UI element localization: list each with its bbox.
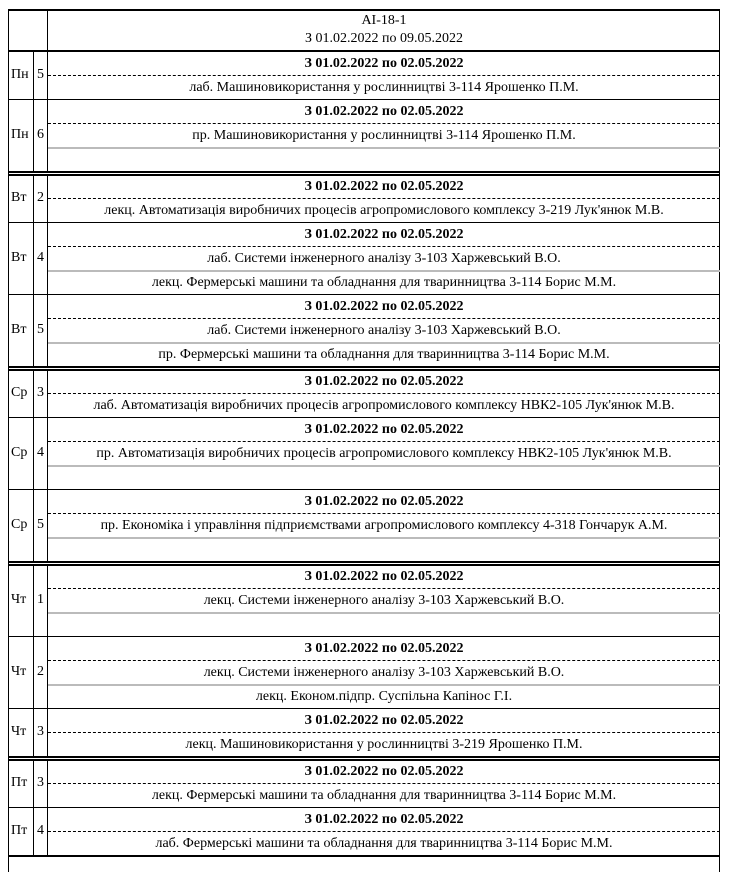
column-divider — [33, 708, 34, 756]
day-label: Чт — [11, 724, 27, 739]
date-range: З 01.02.2022 по 02.05.2022 — [304, 227, 464, 242]
day-label: Пн — [11, 67, 29, 82]
lesson-entry: пр. Автоматизація виробничих процесів агропромислового комплексу НВК2-105 Лук'янюк М.В. — [96, 446, 672, 461]
lesson-number: 4 — [37, 823, 44, 838]
day-label: Вт — [11, 250, 27, 265]
day-label: Чт — [11, 664, 27, 679]
lesson-number: 4 — [37, 445, 44, 460]
date-range: З 01.02.2022 по 02.05.2022 — [304, 569, 464, 584]
column-divider — [33, 489, 34, 561]
lesson-number: 6 — [37, 127, 44, 142]
lesson-number: 3 — [37, 775, 44, 790]
column-divider — [47, 417, 48, 489]
entry-divider — [48, 441, 720, 442]
entry-divider — [48, 831, 720, 832]
column-divider — [47, 489, 48, 561]
lesson-separator — [8, 99, 720, 100]
lesson-number: 5 — [37, 322, 44, 337]
entry-divider — [48, 75, 720, 76]
day-label: Вт — [11, 322, 27, 337]
day-label: Ср — [11, 517, 28, 532]
entry-divider — [48, 198, 720, 199]
date-range: З 01.02.2022 по 02.05.2022 — [304, 641, 464, 656]
lesson-entry: пр. Машиновикористання у рослинництві 3-114 Ярошенко П.М. — [192, 128, 576, 143]
entry-divider — [48, 660, 720, 661]
day-label: Пн — [11, 127, 29, 142]
entry-divider — [48, 513, 720, 514]
column-divider — [33, 99, 34, 171]
entry-divider — [48, 684, 720, 686]
lesson-entry: лаб. Автоматизація виробничих процесів агропромислового комплексу НВК2-105 Лук'янюк М.В. — [93, 398, 675, 413]
lesson-separator — [8, 636, 720, 637]
lesson-number: 2 — [37, 190, 44, 205]
column-divider — [33, 807, 34, 855]
lesson-entry: лаб. Системи інженерного аналізу 3-103 Харжевський В.О. — [207, 251, 561, 266]
day-label: Вт — [11, 190, 27, 205]
day-separator — [8, 759, 720, 761]
date-range: З 01.02.2022 по 02.05.2022 — [304, 494, 464, 509]
date-range: З 01.02.2022 по 02.05.2022 — [304, 764, 464, 779]
lesson-separator — [8, 294, 720, 295]
column-divider — [33, 369, 34, 417]
day-separator — [8, 171, 720, 173]
group-title: АІ-18-1 — [361, 13, 407, 28]
entry-divider — [48, 612, 720, 614]
date-range: З 01.02.2022 по 02.05.2022 — [304, 104, 464, 119]
entry-divider — [48, 342, 720, 344]
column-divider — [47, 294, 48, 366]
entry-divider — [48, 318, 720, 319]
date-range: З 01.02.2022 по 02.05.2022 — [304, 422, 464, 437]
entry-divider — [48, 123, 720, 124]
lesson-number: 5 — [37, 517, 44, 532]
column-divider — [33, 294, 34, 366]
lesson-entry: лекц. Машиновикористання у рослинництві 3-219 Ярошенко П.М. — [185, 737, 583, 752]
entry-divider — [48, 465, 720, 467]
column-divider — [47, 564, 48, 636]
entry-divider — [48, 246, 720, 247]
day-separator — [8, 174, 720, 176]
day-label: Пт — [11, 823, 28, 838]
column-divider — [33, 564, 34, 636]
column-divider — [47, 636, 48, 708]
lesson-separator — [8, 807, 720, 808]
lesson-number: 5 — [37, 67, 44, 82]
date-range: З 01.02.2022 по 02.05.2022 — [304, 713, 464, 728]
column-divider — [47, 99, 48, 171]
day-separator — [8, 756, 720, 758]
date-range: З 01.02.2022 по 02.05.2022 — [304, 299, 464, 314]
table-left-border — [8, 9, 9, 872]
day-label: Чт — [11, 592, 27, 607]
lesson-entry: лекц. Системи інженерного аналізу 3-103 Харжевський В.О. — [203, 593, 565, 608]
lesson-entry: пр. Фермерські машини та обладнання для тваринництва 3-114 Борис М.М. — [158, 347, 610, 362]
header-divider — [47, 9, 48, 51]
table-top-border — [8, 9, 720, 11]
day-label: Пт — [11, 775, 28, 790]
column-divider — [33, 174, 34, 222]
header-bottom-border — [8, 50, 720, 52]
column-divider — [33, 636, 34, 708]
lesson-entry: лекц. Економ.підпр. Суспільна Капінос Г.І. — [255, 689, 513, 704]
lesson-entry: лаб. Машиновикористання у рослинництві 3-114 Ярошенко П.М. — [189, 80, 579, 95]
date-range: З 01.02.2022 по 02.05.2022 — [304, 812, 464, 827]
lesson-entry: лекц. Системи інженерного аналізу 3-103 Харжевський В.О. — [203, 665, 565, 680]
lesson-number: 3 — [37, 724, 44, 739]
date-range: З 01.02.2022 по 02.05.2022 — [304, 179, 464, 194]
day-label: Ср — [11, 385, 28, 400]
lesson-entry: лекц. Автоматизація виробничих процесів агропромислового комплексу 3-219 Лук'янюк М.В. — [104, 203, 664, 218]
day-label: Ср — [11, 445, 28, 460]
day-separator — [8, 366, 720, 368]
lesson-number: 2 — [37, 664, 44, 679]
day-separator — [8, 369, 720, 371]
date-range: З 01.02.2022 по 02.05.2022 — [304, 56, 464, 71]
lesson-number: 1 — [37, 592, 44, 607]
lesson-number: 3 — [37, 385, 44, 400]
lesson-separator — [8, 417, 720, 418]
entry-divider — [48, 393, 720, 394]
entry-divider — [48, 783, 720, 784]
lesson-entry: лекц. Фермерські машини та обладнання для тваринництва 3-114 Борис М.М. — [151, 788, 617, 803]
lesson-entry: лекц. Фермерські машини та обладнання для тваринництва 3-114 Борис М.М. — [151, 275, 617, 290]
lesson-separator — [8, 222, 720, 223]
column-divider — [33, 51, 34, 99]
lesson-entry: лаб. Системи інженерного аналізу 3-103 Харжевський В.О. — [207, 323, 561, 338]
entry-divider — [48, 537, 720, 539]
column-divider — [47, 222, 48, 294]
day-separator — [8, 561, 720, 563]
lesson-separator — [8, 489, 720, 490]
date-range: З 01.02.2022 по 02.05.2022 — [304, 374, 464, 389]
entry-divider — [48, 732, 720, 733]
column-divider — [33, 222, 34, 294]
entry-divider — [48, 147, 720, 149]
lesson-entry: пр. Економіка і управління підприємствами агропромислового комплексу 4-318 Гончарук А.М. — [100, 518, 668, 533]
lesson-entry: лаб. Фермерські машини та обладнання для тваринництва 3-114 Борис М.М. — [155, 836, 613, 851]
entry-divider — [48, 270, 720, 272]
column-divider — [33, 417, 34, 489]
entry-divider — [48, 588, 720, 589]
lesson-separator — [8, 708, 720, 709]
day-separator — [8, 564, 720, 566]
column-divider — [33, 759, 34, 807]
lesson-number: 4 — [37, 250, 44, 265]
period-title: З 01.02.2022 по 09.05.2022 — [304, 31, 464, 46]
table-bottom-border — [8, 855, 720, 857]
